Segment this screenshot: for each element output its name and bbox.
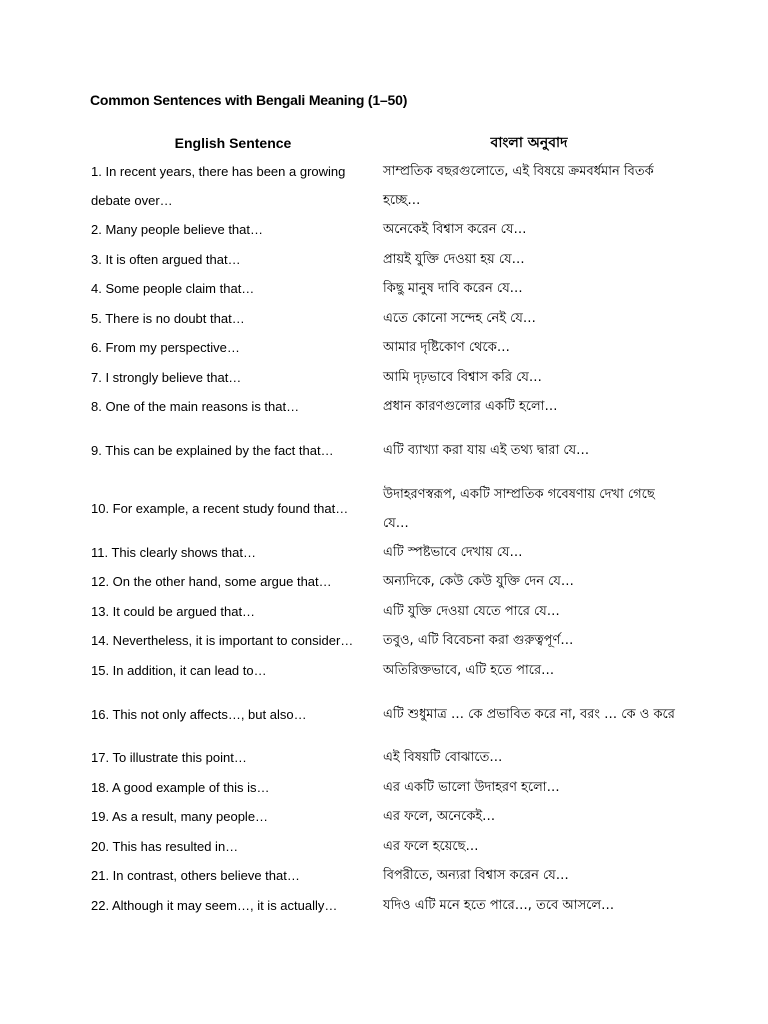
english-sentence: 10. For example, a recent study found that… xyxy=(91,501,349,516)
sentence-table xyxy=(87,128,679,920)
english-sentence: 18. A good example of this is… xyxy=(91,779,270,795)
english-sentence: 16. This not only affects…, but also… xyxy=(91,706,307,722)
english-sentence: 17. To illustrate this point… xyxy=(91,750,247,766)
english-sentence: 7. I strongly believe that… xyxy=(91,369,242,385)
english-sentence: 22. Although it may seem…, it is actually… xyxy=(91,897,338,913)
table-row xyxy=(87,245,679,275)
bengali-translation: প্রায়ই যুক্তি দেওয়া হয় যে… xyxy=(383,251,525,267)
table-row xyxy=(87,626,679,656)
bengali-translation: এটি শুধুমাত্র … কে প্রভাবিত করে না, বরং … কে ও করে xyxy=(383,706,675,722)
english-sentence: 12. On the other hand, some argue that… xyxy=(91,574,332,590)
bengali-translation: এটি স্পষ্টভাবে দেখায় যে… xyxy=(383,544,523,560)
table-row xyxy=(87,274,679,304)
english-sentence: 4. Some people claim that… xyxy=(91,281,255,297)
bengali-translation: এতে কোনো সন্দেহ নেই যে… xyxy=(383,310,536,326)
english-sentence: 5. There is no doubt that… xyxy=(91,310,245,326)
table-row xyxy=(87,538,679,568)
table-row xyxy=(87,215,679,245)
english-sentence: 15. In addition, it can lead to… xyxy=(91,662,267,678)
table-row xyxy=(87,422,679,480)
english-sentence: 8. One of the main reasons is that… xyxy=(91,399,300,415)
bengali-translation: এটি ব্যাখ্যা করা যায় এই তথ্য দ্বারা যে… xyxy=(383,443,590,458)
table-row xyxy=(87,567,679,597)
bengali-translation: এর একটি ভালো উদাহরণ হলো… xyxy=(383,779,560,795)
table-header-row xyxy=(87,128,679,157)
english-sentence: 2. Many people believe that… xyxy=(91,222,263,238)
english-sentence: 1. In recent years, there has been a growing debate over… xyxy=(91,164,346,208)
bengali-translation: অন্যদিকে, কেউ কেউ যুক্তি দেন যে… xyxy=(383,574,574,590)
table-row xyxy=(87,861,679,891)
bengali-translation: আমি দৃঢ়ভাবে বিশ্বাস করি যে… xyxy=(383,369,542,385)
table-row xyxy=(87,480,679,538)
table-row xyxy=(87,832,679,862)
bengali-translation: এটি যুক্তি দেওয়া যেতে পারে যে… xyxy=(383,603,560,619)
english-sentence: 20. This has resulted in… xyxy=(91,838,239,854)
bengali-translation: যদিও এটি মনে হতে পারে…, তবে আসলে… xyxy=(383,897,615,913)
header-english: English Sentence xyxy=(174,134,292,151)
table-row xyxy=(87,157,679,215)
bengali-translation: অতিরিক্তভাবে, এটি হতে পারে… xyxy=(383,662,555,678)
english-sentence: 21. In contrast, others believe that… xyxy=(91,868,300,884)
table-row xyxy=(87,773,679,803)
english-sentence: 6. From my perspective… xyxy=(91,340,240,356)
bengali-translation: এর ফলে, অনেকেই… xyxy=(383,809,496,825)
english-sentence: 3. It is often argued that… xyxy=(91,251,241,267)
table-body xyxy=(87,157,679,920)
table-row xyxy=(87,685,679,743)
bengali-translation: প্রধান কারণগুলোর একটি হলো… xyxy=(383,399,558,415)
bengali-translation: তবুও, এটি বিবেচনা করা গুরুত্বপূর্ণ… xyxy=(383,633,574,649)
bengali-translation: আমার দৃষ্টিকোণ থেকে… xyxy=(383,340,510,356)
english-sentence: 14. Nevertheless, it is important to consider… xyxy=(91,633,354,649)
english-sentence: 13. It could be argued that… xyxy=(91,603,256,619)
document-title: Common Sentences with Bengali Meaning (1–50) xyxy=(90,92,408,108)
table-row xyxy=(87,363,679,393)
table-row xyxy=(87,656,679,686)
bengali-translation: কিছু মানুষ দাবি করেন যে… xyxy=(383,281,523,297)
bengali-translation: সাম্প্রতিক বছরগুলোতে, এই বিষয়ে ক্রমবর্ধমান বিতর্ক হচ্ছে… xyxy=(383,164,654,208)
table-row xyxy=(87,597,679,627)
bengali-translation: এই বিষয়টি বোঝাতে… xyxy=(383,750,503,766)
table-row xyxy=(87,304,679,334)
english-sentence: 19. As a result, many people… xyxy=(91,809,269,825)
bengali-translation: উদাহরণস্বরূপ, একটি সাম্প্রতিক গবেষণায় দেখা গেছে যে… xyxy=(383,486,655,531)
bengali-translation: এর ফলে হয়েছে… xyxy=(383,838,479,854)
table-row xyxy=(87,891,679,921)
table-row xyxy=(87,333,679,363)
bengali-translation: বিপরীতে, অন্যরা বিশ্বাস করেন যে… xyxy=(383,868,569,884)
bengali-translation: অনেকেই বিশ্বাস করেন যে… xyxy=(383,222,527,238)
english-sentence: 9. This can be explained by the fact that… xyxy=(91,443,334,458)
table-row xyxy=(87,392,679,422)
english-sentence: 11. This clearly shows that… xyxy=(91,544,256,560)
table-row xyxy=(87,802,679,832)
table-row xyxy=(87,743,679,773)
header-bengali: বাংলা অনুবাদ xyxy=(490,134,568,151)
